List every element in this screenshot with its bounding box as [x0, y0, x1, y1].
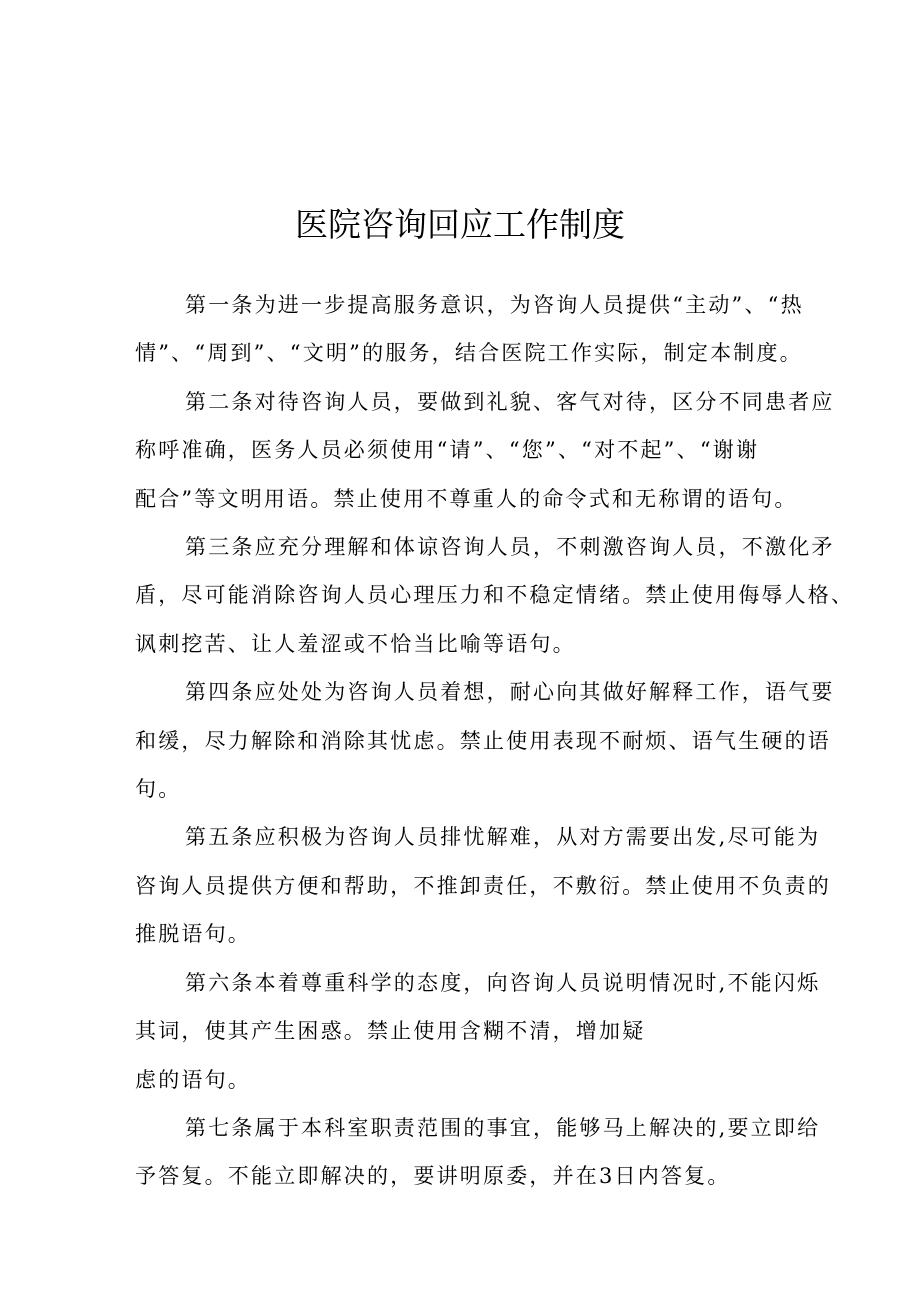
article-7-line-1: 第七条属于本科室职责范围的事宜，能够马上解决的,要立即给	[185, 1115, 821, 1140]
article-2-line-3: 配合”等文明用语。禁止使用不尊重人的命令式和无称谓的语句。	[135, 486, 798, 511]
article-4-line-3: 句。	[135, 777, 182, 802]
article-4	[135, 668, 835, 813]
article-4-line-1: 第四条应处处为咨询人员着想，耐心向其做好解释工作，语气要	[185, 680, 835, 705]
article-1	[135, 281, 804, 378]
document-title: 医院咨询回应工作制度	[295, 205, 625, 245]
article-5-line-1: 第五条应积极为咨询人员排忧解难，从对方需要出发,尽可能为	[185, 825, 821, 850]
article-6-line-3: 虑的语句。	[135, 1067, 251, 1092]
article-3-line-1: 第三条应充分理解和体谅咨询人员，不刺激咨询人员，不激化矛	[185, 535, 835, 560]
article-2-line-2: 称呼准确，医务人员必须使用“请”、“您”、“对不起”、“谢谢	[135, 438, 760, 463]
article-3	[135, 523, 855, 668]
article-1-line-1: 第一条为进一步提高服务意识，为咨询人员提供“主动”、“热	[185, 293, 804, 317]
document-body	[135, 281, 855, 1201]
article-3-line-2: 盾，尽可能消除咨询人员心理压力和不稳定情绪。禁止使用侮辱人格、	[135, 583, 855, 608]
article-2	[135, 378, 835, 523]
article-6-line-1: 第六条本着尊重科学的态度，向咨询人员说明情况时,不能闪烁	[185, 970, 821, 995]
article-3-line-3: 讽刺挖苦、让人羞涩或不恰当比喻等语句。	[135, 631, 576, 656]
article-6-line-2: 其词，使其产生困惑。禁止使用含糊不清，增加疑	[135, 1019, 646, 1044]
article-4-line-2: 和缓，尽力解除和消除其忧虑。禁止使用表现不耐烦、语气生硬的语	[135, 728, 831, 753]
article-2-line-1: 第二条对待咨询人员，要做到礼貌、客气对待，区分不同患者应	[185, 389, 835, 414]
article-5	[135, 813, 831, 958]
article-1-line-2: 情”、“周到”、“文明”的服务，结合医院工作实际，制定本制度。	[135, 341, 803, 366]
article-5-line-2: 咨询人员提供方便和帮助，不推卸责任，不敷衍。禁止使用不负责的	[135, 873, 831, 898]
article-6	[135, 959, 821, 1104]
article-7-line-2: 予答复。不能立即解决的，要讲明原委，并在3日内答复。	[135, 1164, 731, 1189]
article-7	[135, 1104, 821, 1201]
article-5-line-3: 推脱语句。	[135, 922, 251, 947]
